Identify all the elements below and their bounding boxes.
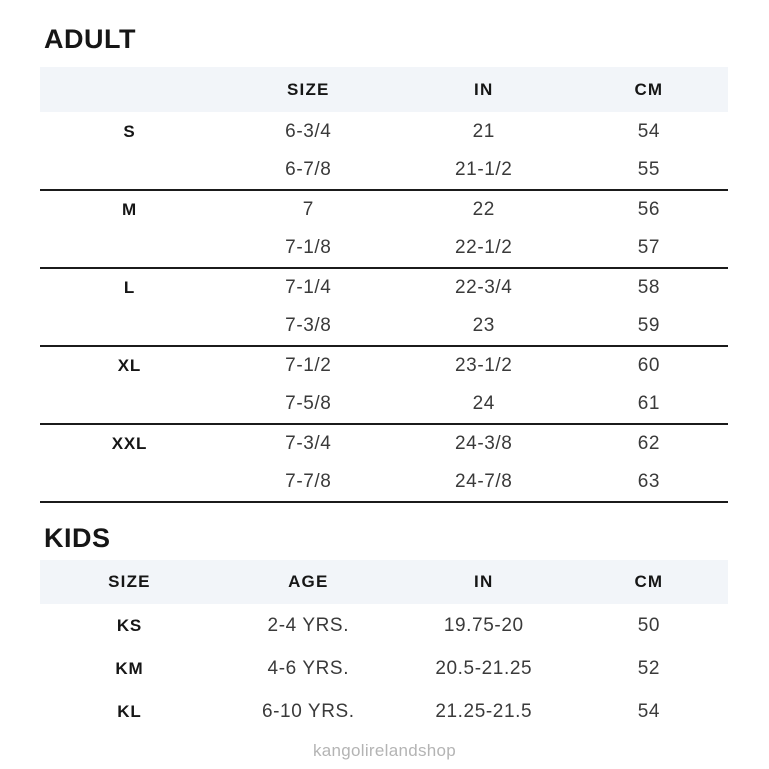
in-cell: 22	[472, 199, 495, 220]
table-row	[40, 463, 728, 502]
cm-cell: 54	[637, 700, 661, 722]
adult-header-in: IN	[398, 67, 570, 112]
kids-header-age: AGE	[219, 560, 398, 604]
in-cell: 24	[398, 385, 570, 424]
cm-cell: 63	[570, 463, 728, 502]
in-cell: 23-1/2	[455, 355, 513, 376]
table-row	[40, 190, 728, 229]
size-cell: 7-3/4	[285, 433, 332, 454]
watermark-text: kangolirelandshop	[312, 741, 457, 760]
adult-header-row	[40, 67, 728, 112]
kids-header-row	[40, 560, 728, 604]
kids-section-title: KIDS	[44, 523, 111, 553]
size-label-cell	[40, 463, 219, 502]
cm-cell: 61	[570, 385, 728, 424]
table-row	[40, 151, 728, 190]
in-cell: 21	[472, 120, 495, 142]
in-cell: 22-1/2	[398, 229, 570, 268]
cm-cell: 58	[637, 277, 661, 298]
size-label-cell: S	[123, 121, 136, 141]
table-row	[40, 229, 728, 268]
in-cell: 22-3/4	[455, 277, 513, 298]
adult-header-cm: CM	[570, 67, 728, 112]
size-cell: 6-3/4	[285, 120, 332, 142]
size-cell: 7-7/8	[219, 463, 398, 502]
cm-cell: 50	[637, 614, 661, 636]
size-label-cell	[40, 307, 219, 346]
size-label-cell: KL	[117, 701, 142, 721]
adult-size-table	[40, 67, 728, 503]
size-cell: 6-7/8	[219, 151, 398, 190]
table-row	[40, 424, 728, 463]
adult-section-title: ADULT	[44, 24, 136, 54]
size-label-cell: XL	[117, 356, 142, 375]
cm-cell: 56	[637, 199, 661, 220]
size-cell: 7-1/2	[285, 355, 332, 376]
table-row	[40, 112, 728, 151]
adult-header-blank	[40, 67, 219, 112]
size-label-cell: XXL	[111, 434, 148, 453]
table-row	[40, 268, 728, 307]
size-cell: 7-1/4	[285, 277, 332, 298]
in-cell: 24-3/8	[455, 433, 513, 454]
cm-cell: 60	[637, 355, 661, 376]
table-row	[40, 307, 728, 346]
adult-header-size: SIZE	[219, 67, 398, 112]
size-cell: 7-3/8	[219, 307, 398, 346]
table-row	[40, 346, 728, 385]
cm-cell: 59	[570, 307, 728, 346]
size-label-cell: KS	[116, 615, 143, 635]
size-label-cell	[40, 385, 219, 424]
size-label-cell	[40, 229, 219, 268]
table-row	[40, 647, 728, 690]
table-row	[40, 385, 728, 424]
in-cell: 24-7/8	[398, 463, 570, 502]
in-cell: 23	[398, 307, 570, 346]
age-cell: 6-10 YRS.	[261, 700, 355, 722]
table-row	[40, 604, 728, 647]
cm-cell: 54	[637, 120, 661, 142]
size-label-cell: KM	[115, 658, 144, 678]
size-cell: 7-5/8	[219, 385, 398, 424]
kids-header-cm: CM	[570, 560, 728, 604]
in-cell: 20.5-21.25	[435, 657, 533, 679]
cm-cell: 55	[570, 151, 728, 190]
cm-cell: 52	[637, 657, 661, 679]
in-cell: 21-1/2	[398, 151, 570, 190]
size-label-cell: L	[123, 278, 136, 297]
size-label-cell: M	[121, 200, 137, 219]
size-cell: 7-1/8	[219, 229, 398, 268]
size-cell: 7	[302, 199, 314, 220]
in-cell: 21.25-21.5	[435, 700, 533, 722]
cm-cell: 57	[570, 229, 728, 268]
kids-header-size: SIZE	[40, 560, 219, 604]
cm-cell: 62	[637, 433, 661, 454]
table-row	[40, 690, 728, 733]
age-cell: 4-6 YRS.	[267, 657, 350, 679]
age-cell: 2-4 YRS.	[267, 614, 350, 636]
size-label-cell	[40, 151, 219, 190]
in-cell: 19.75-20	[443, 614, 524, 636]
kids-size-table	[40, 560, 728, 733]
kids-header-in: IN	[398, 560, 570, 604]
